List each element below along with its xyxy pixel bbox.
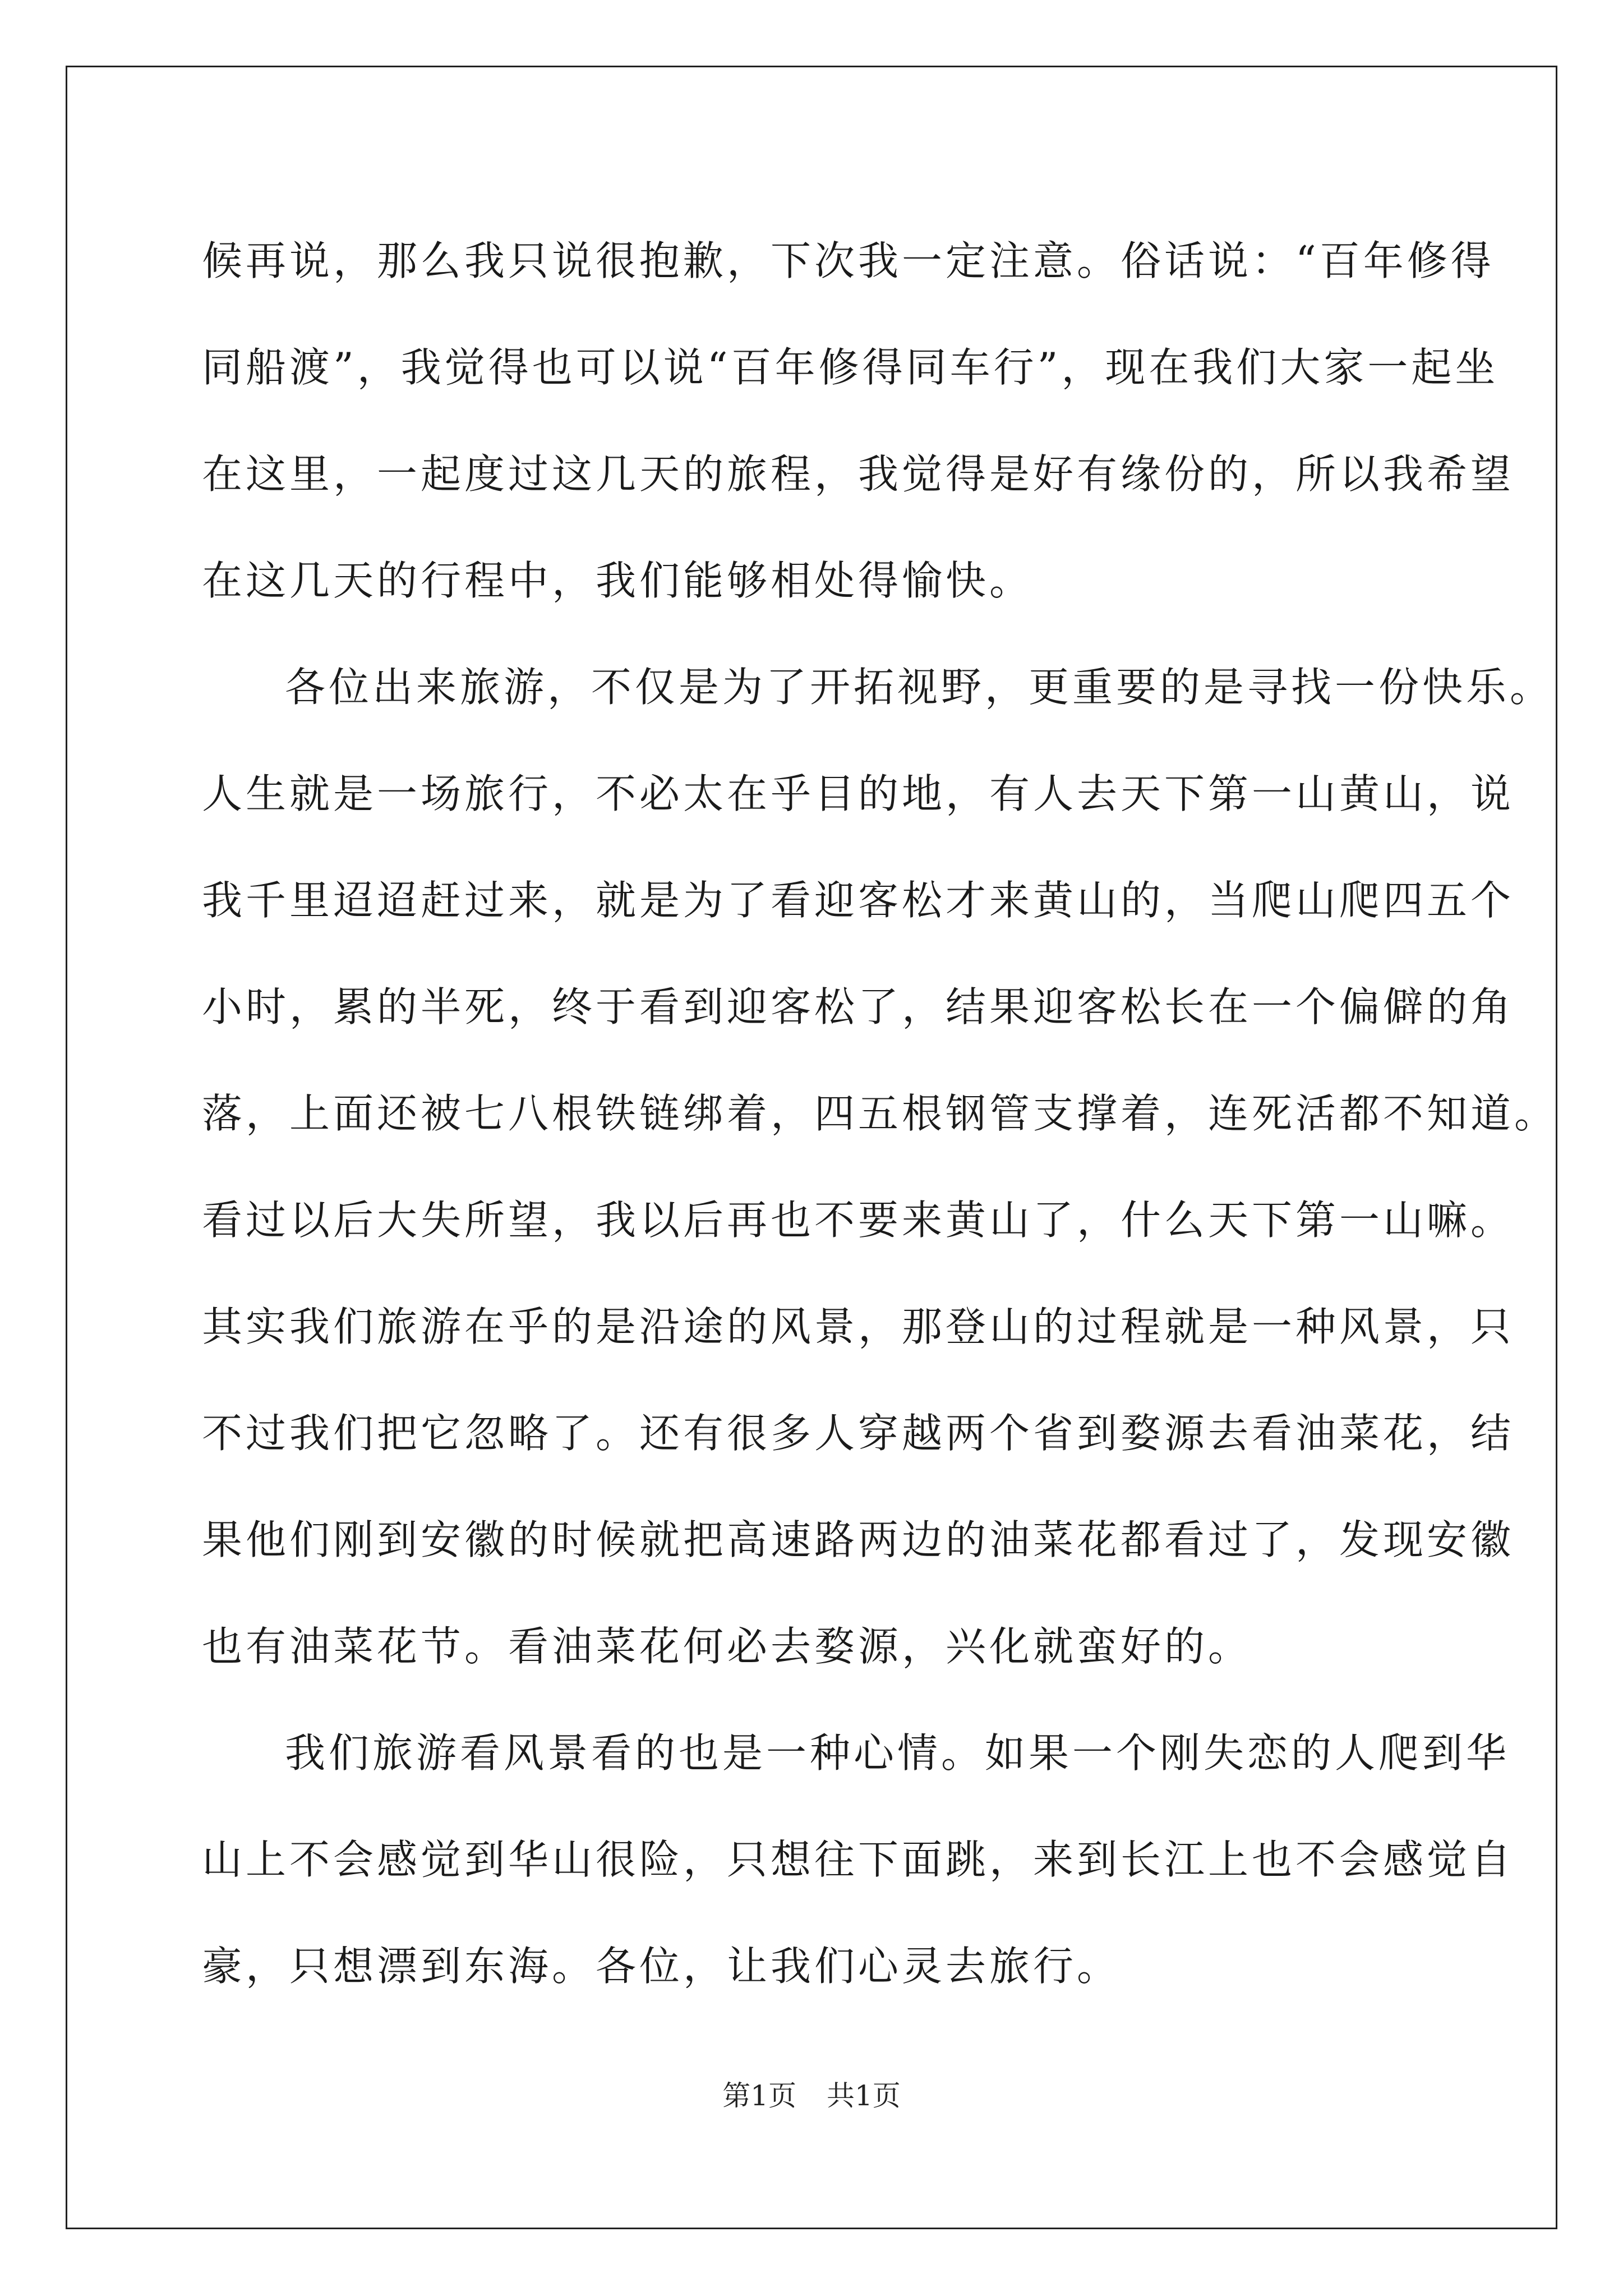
text-line: 我们旅游看风景看的也是一种心情。如果一个刚失恋的人爬到华 — [285, 1729, 1510, 1777]
document-body — [202, 208, 1559, 2019]
text-line: 其实我们旅游在乎的是沿途的风景，那登山的过程就是一种风景，只 — [202, 1303, 1515, 1350]
text-line: 各位出来旅游，不仅是为了开拓视野，更重要的是寻找一份快乐。 — [285, 664, 1554, 711]
text-line: 也有油菜花节。看油菜花何必去婺源，兴化就蛮好的。 — [202, 1623, 1252, 1670]
text-line: 山上不会感觉到华山很险，只想往下面跳，来到长江上也不会感觉自 — [202, 1836, 1515, 1883]
text-line: 豪，只想漂到东海。各位，让我们心灵去旅行。 — [202, 1943, 1121, 1990]
paragraph-3 — [202, 1700, 1515, 2019]
text-line: 同船渡”，我觉得也可以说“百年修得同车行”，现在我们大家一起坐 — [202, 344, 1499, 391]
text-line: 果他们刚到安徽的时候就把高速路两边的油菜花都看过了，发现安徽 — [202, 1516, 1515, 1563]
paragraph-1 — [202, 208, 1515, 634]
text-line: 在这里，一起度过这几天的旅程，我觉得是好有缘份的，所以我希望 — [202, 450, 1515, 498]
paragraph-2 — [202, 634, 1559, 1700]
page-footer — [0, 2079, 1623, 2113]
text-line: 人生就是一场旅行，不必太在乎目的地，有人去天下第一山黄山，说 — [202, 770, 1515, 817]
text-line: 不过我们把它忽略了。还有很多人穿越两个省到婺源去看油菜花，结 — [202, 1410, 1515, 1457]
page-number-current: 第1页 — [722, 2079, 796, 2112]
text-line: 小时，累的半死，终于看到迎客松了，结果迎客松长在一个偏僻的角 — [202, 983, 1515, 1030]
text-line: 我千里迢迢赶过来，就是为了看迎客松才来黄山的，当爬山爬四五个 — [202, 877, 1515, 924]
text-line: 候再说，那么我只说很抱歉，下次我一定注意。俗话说：“百年修得 — [202, 237, 1495, 284]
page-number-total: 共1页 — [827, 2079, 901, 2112]
text-line: 落，上面还被七八根铁链绑着，四五根钢管支撑着，连死活都不知道。 — [202, 1090, 1559, 1137]
text-line: 看过以后大失所望，我以后再也不要来黄山了，什么天下第一山嘛。 — [202, 1197, 1515, 1244]
text-line: 在这几天的行程中，我们能够相处得愉快。 — [202, 557, 1034, 604]
